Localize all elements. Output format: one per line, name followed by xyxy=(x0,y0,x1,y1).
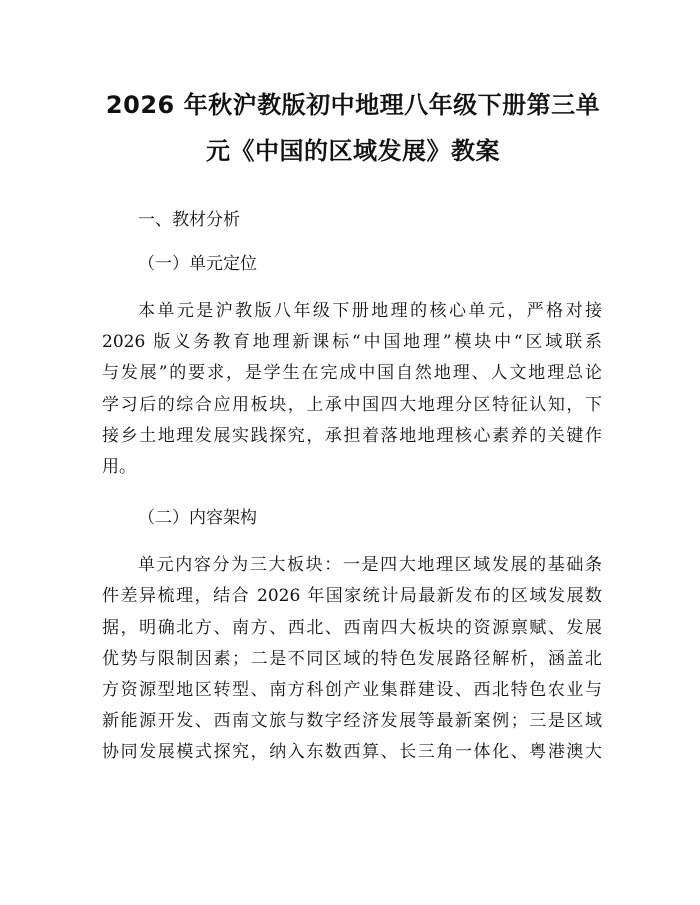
paragraph-line: 用。 xyxy=(102,457,136,478)
paragraph-line: 学习后的综合应用板块，上承中国四大地理分区特征认知，下 xyxy=(102,394,602,415)
paragraph-line: 件差异梳理，结合 2026 年国家统计局最新发布的区域发展数 xyxy=(102,586,602,607)
section-heading-analysis: 一、教材分析 xyxy=(138,210,240,230)
paragraph-line: 协同发展模式探究，纳入东数西算、长三角一体化、粤港澳大 xyxy=(102,742,602,763)
paragraph-line: 2026 版义务教育地理新课标“中国地理”模块中“区域联系 xyxy=(102,332,602,353)
paragraph-line: 据，明确北方、南方、西北、西南四大板块的资源禀赋、发展 xyxy=(102,617,602,638)
paragraph-line: 本单元是沪教版八年级下册地理的核心单元，严格对接 xyxy=(138,301,602,321)
paragraph-line: 接乡土地理发展实践探究，承担着落地地理核心素养的关键作 xyxy=(102,425,602,446)
subsection-heading-content-structure: （二）内容架构 xyxy=(138,508,257,529)
paragraph-unit-positioning xyxy=(102,296,602,483)
document-title xyxy=(102,82,602,174)
paragraph-line: 与发展”的要求，是学生在完成中国自然地理、人文地理总论 xyxy=(102,363,602,384)
paragraph-line: 新能源开发、西南文旅与数字经济发展等最新案例；三是区域 xyxy=(102,711,602,732)
subsection-heading-unit-positioning: （一）单元定位 xyxy=(138,254,257,274)
paragraph-content-structure xyxy=(102,550,602,768)
paragraph-line: 方资源型地区转型、南方科创产业集群建设、西北特色农业与 xyxy=(102,680,602,701)
paragraph-line: 单元内容分为三大板块：一是四大地理区域发展的基础条 xyxy=(138,555,602,576)
paragraph-line: 优势与限制因素；二是不同区域的特色发展路径解析，涵盖北 xyxy=(102,648,602,669)
title-line: 2026 年秋沪教版初中地理八年级下册第三单 xyxy=(105,91,601,119)
title-line: 元《中国的区域发展》教案 xyxy=(206,137,500,165)
